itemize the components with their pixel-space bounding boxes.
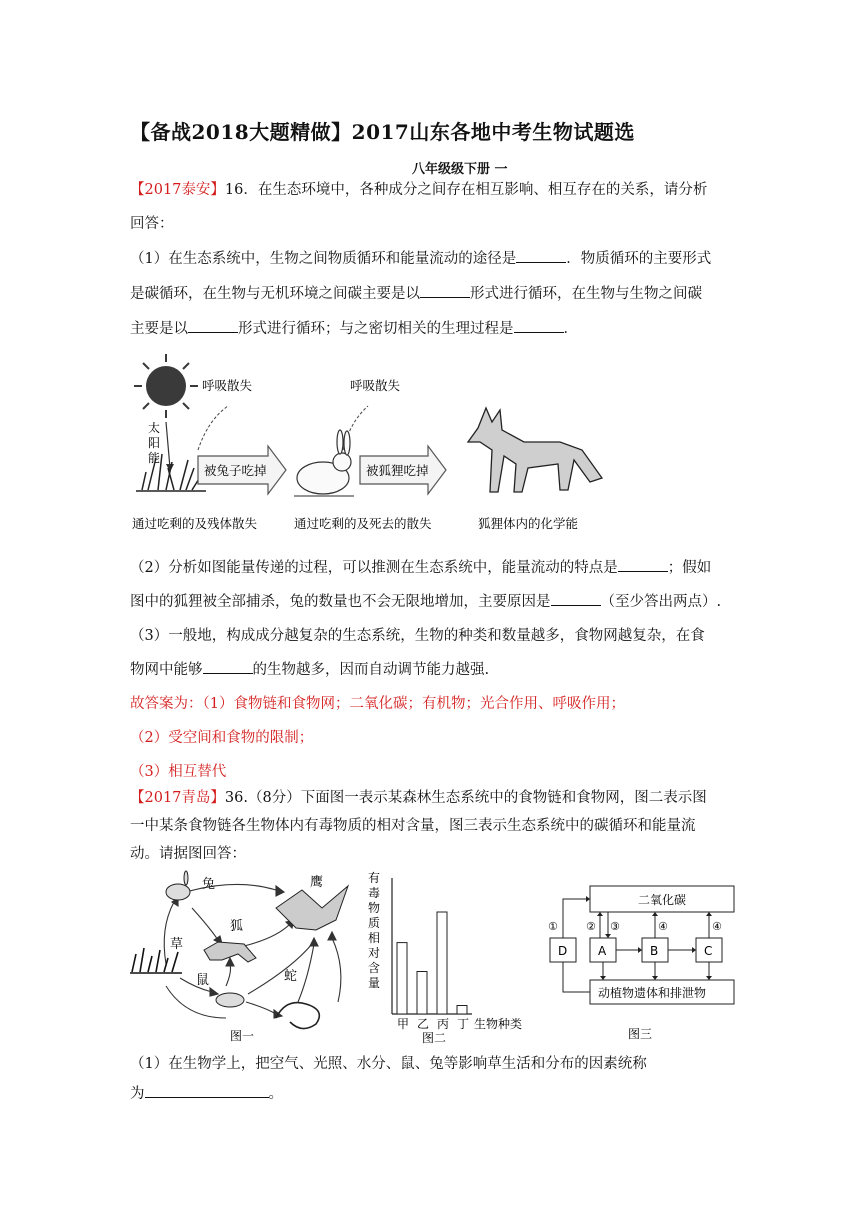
food-web-label: 鼠 bbox=[196, 973, 210, 988]
co2-label: 二氧化碳 bbox=[638, 893, 687, 907]
figure3-caption: 图三 bbox=[628, 1027, 653, 1041]
category-label: 丙 bbox=[437, 1017, 450, 1031]
food-web-label: 狐 bbox=[230, 919, 244, 934]
y-axis-label-char: 相 bbox=[368, 931, 381, 945]
text: （1）在生态系统中，生物之间物质循环和能量流动的途径是 bbox=[130, 251, 517, 267]
bar-甲 bbox=[397, 943, 407, 1014]
q16-part1-line1 bbox=[130, 247, 711, 268]
q16-stem-line1 bbox=[130, 178, 707, 199]
sun-label: 太阳能 bbox=[148, 421, 161, 465]
answer-blank bbox=[551, 593, 601, 606]
q16-answer-line2: （2）受空间和食物的限制； bbox=[130, 730, 314, 746]
q16-part2-line1 bbox=[130, 556, 711, 577]
text: ；假如 bbox=[667, 560, 712, 576]
q16-stem-line2: 回答： bbox=[130, 216, 174, 232]
x-axis-label: 生物种类 bbox=[474, 1017, 523, 1031]
arrow-eaten-by-rabbit bbox=[198, 446, 286, 494]
food-web-label: 草 bbox=[170, 937, 184, 952]
answer-blank bbox=[618, 559, 668, 572]
q16-answer-line3: （3）相互替代 bbox=[130, 764, 227, 780]
rabbit-icon bbox=[166, 871, 190, 900]
box-b-label: B bbox=[650, 944, 659, 958]
toxin-bar-chart bbox=[364, 868, 523, 1045]
snake-icon bbox=[276, 1003, 319, 1029]
grass-icon bbox=[136, 454, 206, 491]
category-label: 乙 bbox=[417, 1017, 430, 1031]
text: 。 bbox=[268, 1086, 283, 1102]
waste-label: 动植物遗体和排泄物 bbox=[598, 986, 707, 1000]
respiration-label-1: 呼吸散失 bbox=[202, 378, 253, 393]
bar-丙 bbox=[437, 912, 447, 1014]
q16-part3-line1: （3）一般地，构成成分越复杂的生态系统，生物的种类和数量越多，食物网越复杂，在食 bbox=[130, 628, 705, 644]
figure2-caption: 图二 bbox=[422, 1031, 447, 1045]
bottom-caption-3: 狐狸体内的化学能 bbox=[478, 516, 579, 531]
carbon-cycle-figure bbox=[542, 872, 742, 1044]
y-axis-label-char: 毒 bbox=[368, 886, 381, 900]
y-axis-label-char: 对 bbox=[368, 946, 381, 960]
step-label: ④ bbox=[658, 920, 668, 933]
text: ．物质循环的主要形式 bbox=[566, 251, 712, 267]
text: 的生物越多，因而自动调节能力越强. bbox=[252, 662, 490, 678]
q16-part1-line2 bbox=[130, 282, 702, 303]
q36-stem-line1 bbox=[130, 786, 707, 807]
bottom-caption-2: 通过吃剩的及死去的散失 bbox=[294, 516, 432, 531]
arrow-label: 被狐狸吃掉 bbox=[366, 463, 429, 478]
y-axis-label-char: 量 bbox=[368, 976, 381, 990]
arrow-eaten-by-fox bbox=[360, 446, 446, 494]
q16-part3-line2 bbox=[130, 658, 489, 679]
step-label: ③ bbox=[610, 920, 620, 933]
bar-乙 bbox=[417, 972, 427, 1015]
answer-blank bbox=[203, 661, 253, 674]
q36-part1-line1: （1）在生物学上，把空气、光照、水分、鼠、兔等影响草生活和分布的因素统称 bbox=[130, 1056, 647, 1072]
q16-stem-text: 16．在生态环境中，各种成分之间存在相互影响、相互存在的关系，请分析 bbox=[224, 182, 708, 198]
figure1-caption: 图一 bbox=[230, 1029, 255, 1043]
answer-blank bbox=[145, 1085, 269, 1098]
energy-flow-figure bbox=[128, 350, 608, 540]
answer-blank bbox=[514, 320, 564, 333]
q36-part1-line2 bbox=[130, 1082, 283, 1103]
text: 为 bbox=[130, 1086, 145, 1102]
text: 形式进行循环；与之密切相关的生理过程是 bbox=[238, 321, 514, 337]
food-web-label: 兔 bbox=[202, 877, 216, 892]
step-label: ④ bbox=[712, 920, 722, 933]
box-d-label: D bbox=[558, 944, 568, 958]
text: 是碳循环，在生物与无机环境之间碳主要是以 bbox=[130, 286, 420, 302]
mouse-icon bbox=[216, 993, 244, 1007]
answer-blank bbox=[188, 320, 238, 333]
category-label: 丁 bbox=[457, 1017, 470, 1031]
box-a-label: A bbox=[598, 944, 607, 958]
text: （2）分析如图能量传递的过程，可以推测在生态系统中，能量流动的特点是 bbox=[130, 560, 618, 576]
y-axis-label-char: 质 bbox=[368, 916, 381, 930]
food-web-figure bbox=[126, 868, 364, 1044]
q36-stem-line3: 动。请据图回答： bbox=[130, 846, 246, 862]
arrow-label: 被兔子吃掉 bbox=[204, 463, 267, 478]
q16-part1-line3 bbox=[130, 317, 578, 338]
q36-stem-text: 36.（8分）下面图一表示某森林生态系统中的食物链和食物网，图二表示图 bbox=[224, 790, 707, 806]
text: 物网中能够 bbox=[130, 662, 203, 678]
bar-丁 bbox=[457, 1006, 467, 1015]
food-web-label: 鹰 bbox=[310, 875, 324, 890]
q16-source-tag: 【2017泰安】 bbox=[130, 182, 225, 198]
text: 图中的狐狸被全部捕杀，兔的数量也不会无限地增加，主要原因是 bbox=[130, 594, 551, 610]
text: 形式进行循环，在生物与生物之间碳 bbox=[470, 286, 702, 302]
text: （至少答出两点）. bbox=[600, 594, 722, 610]
respiration-label-2: 呼吸散失 bbox=[350, 378, 401, 393]
category-label: 甲 bbox=[397, 1017, 410, 1031]
y-axis-label-char: 含 bbox=[368, 961, 381, 975]
y-axis-label-char: 物 bbox=[368, 901, 381, 915]
document-title: 【备战2018大题精做】2017山东各地中考生物试题选 bbox=[130, 120, 635, 144]
q36-stem-line2: 一中某条食物链各生物体内有毒物质的相对含量，图三表示生态系统中的碳循环和能量流 bbox=[130, 818, 696, 834]
box-c-label: C bbox=[704, 944, 713, 958]
sun-icon bbox=[134, 354, 198, 418]
rabbit-icon bbox=[294, 430, 354, 496]
step-label: ② bbox=[586, 920, 596, 933]
sun-label-1: 太 bbox=[148, 421, 161, 435]
document-subtitle: 八年级级下册 一 bbox=[412, 162, 508, 177]
q16-part2-line2 bbox=[130, 590, 721, 611]
answer-blank bbox=[516, 250, 566, 263]
text: ． bbox=[563, 321, 578, 337]
q36-source-tag: 【2017青岛】 bbox=[130, 790, 225, 806]
y-axis-label-char: 有 bbox=[368, 871, 381, 885]
bottom-caption-1: 通过吃剩的及残体散失 bbox=[132, 516, 258, 531]
answer-blank bbox=[420, 285, 470, 298]
text: 主要是以 bbox=[130, 321, 188, 337]
q16-answer-line1: 故答案为：（1）食物链和食物网；二氧化碳；有机物；光合作用、呼吸作用； bbox=[130, 696, 625, 712]
food-web-label: 蛇 bbox=[284, 969, 298, 984]
step-label: ① bbox=[548, 920, 558, 933]
fox-icon bbox=[468, 408, 602, 492]
